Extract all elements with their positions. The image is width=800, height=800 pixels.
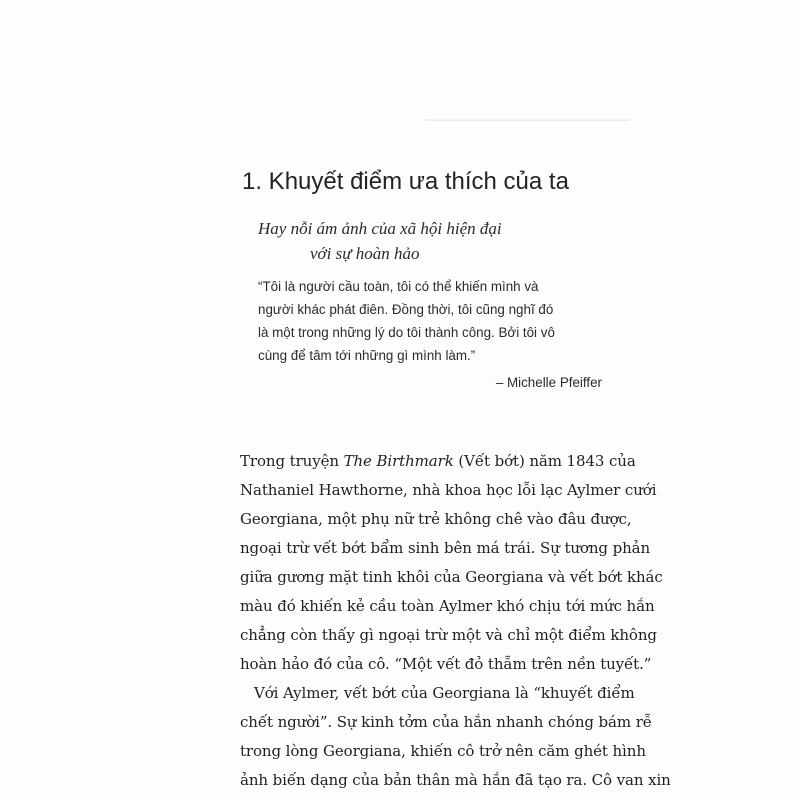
body-line: hoàn hảo đó của cô. “Một vết đỏ thẫm trên nền tuyết.” bbox=[240, 655, 652, 673]
epigraph-line: là một trong những lý do tôi thành công. Bởi tôi vô bbox=[258, 325, 555, 340]
epigraph-attribution: – Michelle Pfeiffer bbox=[495, 375, 602, 390]
body-line: Với Aylmer, vết bớt của Georgiana là “khuyết điểm bbox=[254, 684, 635, 702]
body-paragraphs bbox=[240, 447, 671, 795]
body-line-suffix: (Vết bớt) năm 1843 của bbox=[453, 452, 636, 470]
body-line: ngoại trừ vết bớt bẩm sinh bên má trái. Sự tương phản bbox=[240, 539, 651, 557]
body-line: Nathaniel Hawthorne, nhà khoa học lỗi lạc Aylmer cưới bbox=[240, 481, 657, 499]
body-line: trong lòng Georgiana, khiến cô trở nên căm ghét hình bbox=[240, 742, 646, 760]
epigraph-line: người khác phát điên. Đồng thời, tôi cũng nghĩ đó bbox=[258, 302, 554, 317]
body-line: chẳng còn thấy gì ngoại trừ một và chỉ một điểm không bbox=[240, 626, 657, 644]
reverse-side-bleed-through: ──────────────────── bbox=[425, 111, 630, 131]
subtitle-line-1: Hay nỗi ám ảnh của xã hội hiện đại bbox=[258, 219, 502, 238]
body-line: ảnh biến dạng của bản thân mà hắn đã tạo ra. Cô van xin bbox=[240, 771, 671, 789]
epigraph-quote bbox=[258, 275, 604, 367]
body-line: màu đó khiến kẻ cầu toàn Aylmer khó chịu tới mức hắn bbox=[240, 597, 655, 615]
subtitle-line-2: với sự hoàn hảo bbox=[310, 244, 420, 263]
body-line: giữa gương mặt tinh khôi của Georgiana và vết bớt khác bbox=[240, 568, 663, 586]
chapter-title: 1. Khuyết điểm ưa thích của ta bbox=[242, 168, 569, 195]
body-line bbox=[240, 447, 636, 476]
body-line: Georgiana, một phụ nữ trẻ không chê vào đâu được, bbox=[240, 510, 632, 528]
book-title-italic: The Birthmark bbox=[343, 452, 454, 470]
chapter-subtitle bbox=[258, 216, 588, 266]
epigraph-line: cùng để tâm tới những gì mình làm.” bbox=[258, 348, 476, 363]
epigraph-line: “Tôi là người cầu toàn, tôi có thể khiến mình và bbox=[258, 279, 539, 294]
body-line: chết người”. Sự kinh tởm của hắn nhanh chóng bám rễ bbox=[240, 713, 652, 731]
body-line-prefix: Trong truyện bbox=[240, 452, 344, 470]
